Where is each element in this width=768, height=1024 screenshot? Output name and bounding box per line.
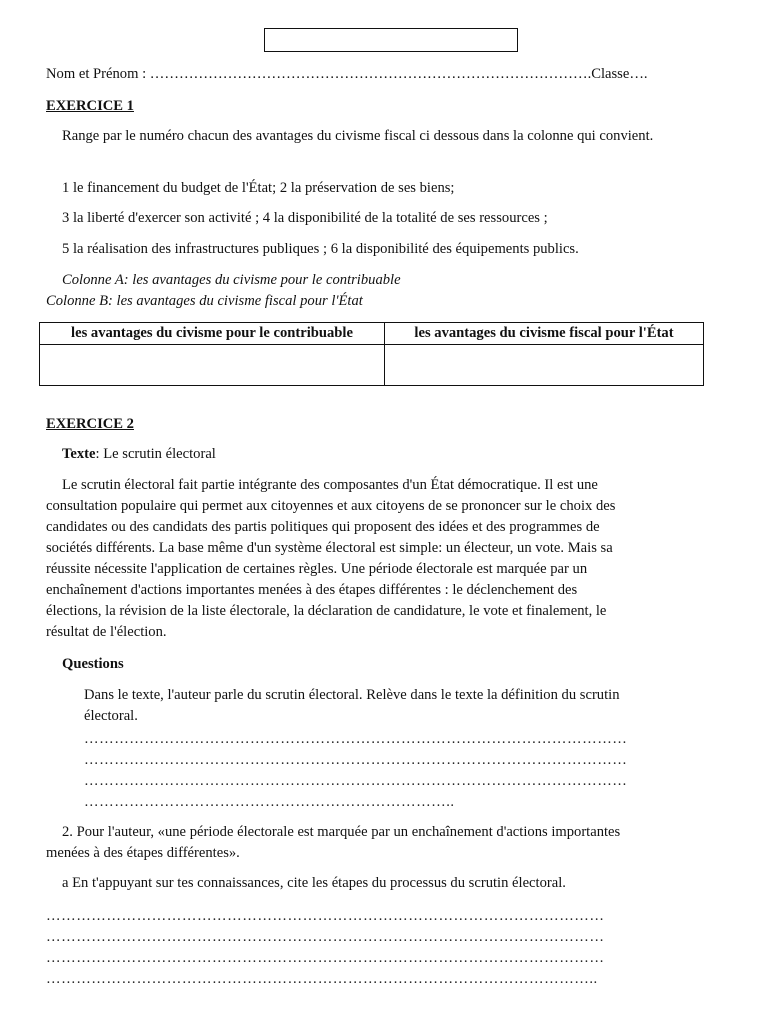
questions-heading: Questions [62,656,124,672]
answer-2a-line-2[interactable]: ………………………………………………………………………………………………… [46,929,605,945]
text-label: Texte [62,446,96,462]
column-a-answer-cell[interactable] [40,345,385,386]
advantages-row-3: 5 la réalisation des infrastructures publiques ; 6 la disponibilité des équipements publics. [62,241,579,257]
answer-line-3[interactable]: ……………………………………………………………………………………………… [84,773,628,789]
paragraph-line-3: candidates ou des candidats des partis politiques qui proposent des idées et des programmes de [46,519,600,535]
text-title: : Le scrutin électoral [95,446,216,462]
question-2-line-2: menées à des étapes différentes». [46,845,240,861]
paragraph-line-5: réussite nécessite l'application de certaines règles. Une période électorale est marquée par un [46,561,588,577]
exercise-1-instruction: Range par le numéro chacun des avantages du civisme fiscal ci dessous dans la colonne qui convient. [62,128,654,144]
title-box [264,28,518,52]
column-b-answer-cell[interactable] [385,345,704,386]
paragraph-line-4: sociétés différents. La base même d'un système électoral est simple: un électeur, un vote. Mais sa [46,540,613,556]
advantages-row-2: 3 la liberté d'exercer son activité ; 4 la disponibilité de la totalité de ses ressources ; [62,210,548,226]
paragraph-line-6: enchaînement d'actions importantes menées à des étapes différentes : le déclenchement des [46,582,578,598]
column-b-header: les avantages du civisme fiscal pour l'État [385,323,704,345]
answer-line-4[interactable]: ……………………………………………………………….. [84,794,455,810]
column-b-caption: Colonne B: les avantages du civisme fiscal pour l'État [46,293,363,309]
paragraph-line-2: consultation populaire qui permet aux citoyennes et aux citoyens de se prononcer sur le choix des [46,498,616,514]
answer-2a-line-4[interactable]: ……………………………………………………………………………………………….. [46,971,598,987]
name-class-line: Nom et Prénom : ……………………………………………………………………………….Classe…. [46,66,648,82]
exercise-2-title: EXERCICE 2 [46,416,134,432]
classification-table [39,322,704,386]
question-1-line-2: électoral. [84,708,138,724]
paragraph-line-1: Le scrutin électoral fait partie intégrante des composantes d'un État démocratique. Il est une [62,477,598,493]
paragraph-line-7: élections, la révision de la liste électorale, la déclaration de candidature, le vote et finalement, le [46,603,607,619]
paragraph-line-8: résultat de l'élection. [46,624,167,640]
answer-2a-line-1[interactable]: ………………………………………………………………………………………………… [46,908,605,924]
question-2-line-1: 2. Pour l'auteur, «une période électorale est marquée par un enchaînement d'actions importantes [62,824,621,840]
text-heading [62,444,216,465]
column-a-header: les avantages du civisme pour le contribuable [40,323,385,345]
question-2a: a En t'appuyant sur tes connaissances, cite les étapes du processus du scrutin électoral. [62,875,566,891]
answer-2a-line-3[interactable]: ………………………………………………………………………………………………… [46,950,605,966]
answer-line-1[interactable]: ……………………………………………………………………………………………… [84,731,628,747]
question-1-line-1: Dans le texte, l'auteur parle du scrutin électoral. Relève dans le texte la définition du scrutin [84,687,620,703]
advantages-row-1: 1 le financement du budget de l'État; 2 la préservation de ses biens; [62,180,455,196]
exercise-1-title: EXERCICE 1 [46,98,134,114]
answer-line-2[interactable]: ……………………………………………………………………………………………… [84,752,628,768]
column-a-caption: Colonne A: les avantages du civisme pour le contribuable [62,272,401,288]
